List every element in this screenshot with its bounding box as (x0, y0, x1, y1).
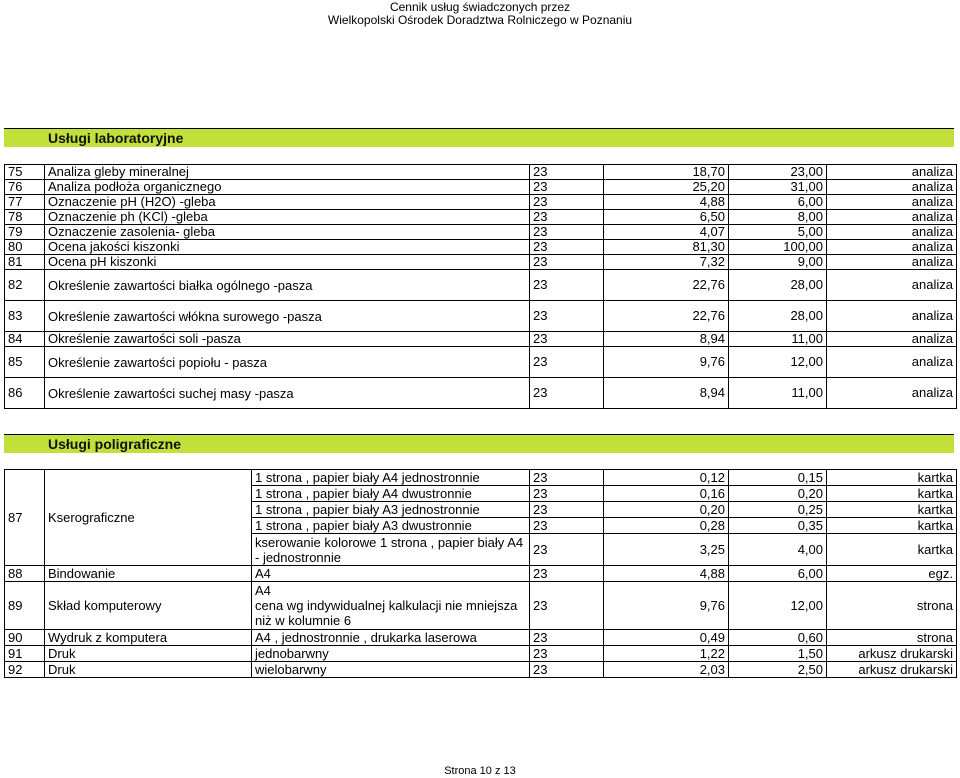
unit: analiza (827, 210, 957, 225)
row-number: 81 (5, 255, 45, 270)
gross-price: 11,00 (729, 378, 827, 409)
poly-services-table (4, 469, 957, 678)
gross-price: 11,00 (729, 332, 827, 347)
unit: arkusz drukarski (827, 662, 957, 678)
net-price: 4,88 (604, 195, 729, 210)
vat-rate: 23 (530, 662, 604, 678)
service-name: Oznaczenie zasolenia- gleba (45, 225, 530, 240)
net-price: 0,49 (604, 630, 729, 646)
page-number: Strona 10 z 13 (444, 765, 516, 777)
gross-price: 2,50 (729, 662, 827, 678)
section-poly-title: Usługi poligraficzne (48, 436, 182, 452)
table-row (5, 301, 957, 332)
unit: kartka (827, 518, 957, 534)
service-description: A4 (252, 566, 530, 582)
vat-rate: 23 (530, 301, 604, 332)
gross-price: 12,00 (729, 582, 827, 630)
vat-rate: 23 (530, 347, 604, 378)
row-number: 91 (5, 646, 45, 662)
service-name: Druk (45, 646, 252, 662)
table-row (5, 470, 957, 486)
table-row (5, 210, 957, 225)
unit: analiza (827, 240, 957, 255)
service-name: Określenie zawartości soli -pasza (45, 332, 530, 347)
gross-price: 0,20 (729, 486, 827, 502)
row-number: 79 (5, 225, 45, 240)
row-number: 86 (5, 378, 45, 409)
service-name: Ocena jakości kiszonki (45, 240, 530, 255)
table-row (5, 195, 957, 210)
gross-price: 0,25 (729, 502, 827, 518)
net-price: 9,76 (604, 582, 729, 630)
net-price: 0,12 (604, 470, 729, 486)
service-name: Określenie zawartości suchej masy -pasza (45, 378, 530, 409)
unit: analiza (827, 180, 957, 195)
row-number: 89 (5, 582, 45, 630)
service-description: 1 strona , papier biały A4 jednostronnie (252, 470, 530, 486)
unit: analiza (827, 301, 957, 332)
vat-rate: 23 (530, 332, 604, 347)
gross-price: 6,00 (729, 566, 827, 582)
service-name: Oznaczenie pH (H2O) -gleba (45, 195, 530, 210)
table-row (5, 332, 957, 347)
document-header-line2: Wielkopolski Ośrodek Doradztwa Rolniczego w Poznaniu (327, 13, 633, 27)
row-number: 83 (5, 301, 45, 332)
gross-price: 23,00 (729, 165, 827, 180)
vat-rate: 23 (530, 630, 604, 646)
row-number: 85 (5, 347, 45, 378)
service-name: Oznaczenie ph (KCl) -gleba (45, 210, 530, 225)
gross-price: 28,00 (729, 270, 827, 301)
service-name: Analiza gleby mineralnej (45, 165, 530, 180)
gross-price: 1,50 (729, 646, 827, 662)
vat-rate: 23 (530, 646, 604, 662)
table-row (5, 180, 957, 195)
net-price: 4,07 (604, 225, 729, 240)
unit: kartka (827, 470, 957, 486)
vat-rate: 23 (530, 270, 604, 301)
gross-price: 31,00 (729, 180, 827, 195)
vat-rate: 23 (530, 518, 604, 534)
lab-services-table (4, 164, 957, 409)
row-number: 75 (5, 165, 45, 180)
table-row (5, 347, 957, 378)
net-price: 8,94 (604, 332, 729, 347)
net-price: 9,76 (604, 347, 729, 378)
net-price: 2,03 (604, 662, 729, 678)
service-name: Skład komputerowy (45, 582, 252, 630)
row-number: 80 (5, 240, 45, 255)
table-row (5, 646, 957, 662)
gross-price: 0,15 (729, 470, 827, 486)
table-row (5, 378, 957, 409)
net-price: 3,25 (604, 534, 729, 566)
service-description: 1 strona , papier biały A3 jednostronnie (252, 502, 530, 518)
service-name: Określenie zawartości białka ogólnego -pasza (45, 270, 530, 301)
net-price: 7,32 (604, 255, 729, 270)
row-number: 82 (5, 270, 45, 301)
net-price: 1,22 (604, 646, 729, 662)
gross-price: 0,35 (729, 518, 827, 534)
row-number: 90 (5, 630, 45, 646)
net-price: 18,70 (604, 165, 729, 180)
net-price: 0,20 (604, 502, 729, 518)
vat-rate: 23 (530, 180, 604, 195)
unit: strona (827, 630, 957, 646)
vat-rate: 23 (530, 195, 604, 210)
unit: analiza (827, 165, 957, 180)
gross-price: 4,00 (729, 534, 827, 566)
unit: kartka (827, 502, 957, 518)
row-number: 88 (5, 566, 45, 582)
table-row (5, 662, 957, 678)
section-lab-title: Usługi laboratoryjne (48, 130, 184, 146)
net-price: 8,94 (604, 378, 729, 409)
gross-price: 100,00 (729, 240, 827, 255)
unit: analiza (827, 378, 957, 409)
service-description: wielobarwny (252, 662, 530, 678)
service-description: A4 , jednostronnie , drukarka laserowa (252, 630, 530, 646)
table-row (5, 630, 957, 646)
service-description: 1 strona , papier biały A3 dwustronnie (252, 518, 530, 534)
service-description (252, 582, 530, 630)
unit: strona (827, 582, 957, 630)
gross-price: 28,00 (729, 301, 827, 332)
net-price: 22,76 (604, 301, 729, 332)
net-price: 0,16 (604, 486, 729, 502)
service-name: Bindowanie (45, 566, 252, 582)
vat-rate: 23 (530, 486, 604, 502)
row-number: 78 (5, 210, 45, 225)
vat-rate: 23 (530, 582, 604, 630)
service-name: Wydruk z komputera (45, 630, 252, 646)
net-price: 22,76 (604, 270, 729, 301)
gross-price: 5,00 (729, 225, 827, 240)
vat-rate: 23 (530, 210, 604, 225)
vat-rate: 23 (530, 378, 604, 409)
table-row (5, 566, 957, 582)
service-name: Określenie zawartości włókna surowego -pasza (45, 301, 530, 332)
table-row (5, 255, 957, 270)
net-price: 4,88 (604, 566, 729, 582)
unit: arkusz drukarski (827, 646, 957, 662)
net-price: 25,20 (604, 180, 729, 195)
section-lab-header (4, 128, 954, 147)
unit: analiza (827, 255, 957, 270)
unit: egz. (827, 566, 957, 582)
row-number: 84 (5, 332, 45, 347)
unit: kartka (827, 534, 957, 566)
unit: analiza (827, 332, 957, 347)
unit: analiza (827, 347, 957, 378)
service-name: Kserograficzne (45, 470, 252, 566)
table-row (5, 165, 957, 180)
service-description: kserowanie kolorowe 1 strona , papier biały A4 - jednostronnie (252, 534, 530, 566)
vat-rate: 23 (530, 165, 604, 180)
description-line: niż w kolumnie 6 (255, 613, 352, 628)
description-line: cena wg indywidualnej kalkulacji nie mniejsza (255, 598, 518, 613)
gross-price: 0,60 (729, 630, 827, 646)
vat-rate: 23 (530, 240, 604, 255)
table-row (5, 270, 957, 301)
row-number: 76 (5, 180, 45, 195)
row-number: 77 (5, 195, 45, 210)
service-name: Druk (45, 662, 252, 678)
row-number: 87 (5, 470, 45, 566)
unit: analiza (827, 270, 957, 301)
service-name: Analiza podłoża organicznego (45, 180, 530, 195)
net-price: 81,30 (604, 240, 729, 255)
vat-rate: 23 (530, 225, 604, 240)
service-description: 1 strona , papier biały A4 dwustronnie (252, 486, 530, 502)
gross-price: 6,00 (729, 195, 827, 210)
gross-price: 12,00 (729, 347, 827, 378)
table-row (5, 582, 957, 630)
gross-price: 8,00 (729, 210, 827, 225)
vat-rate: 23 (530, 566, 604, 582)
net-price: 0,28 (604, 518, 729, 534)
service-name: Określenie zawartości popiołu - pasza (45, 347, 530, 378)
section-poly-header (4, 434, 954, 453)
gross-price: 9,00 (729, 255, 827, 270)
service-name: Ocena pH kiszonki (45, 255, 530, 270)
table-row (5, 240, 957, 255)
row-number: 92 (5, 662, 45, 678)
table-row (5, 225, 957, 240)
vat-rate: 23 (530, 502, 604, 518)
service-description: jednobarwny (252, 646, 530, 662)
document-header-line1: Cennik usług świadczonych przez (389, 0, 571, 14)
unit: analiza (827, 225, 957, 240)
description-line: A4 (255, 583, 271, 598)
unit: analiza (827, 195, 957, 210)
vat-rate: 23 (530, 534, 604, 566)
vat-rate: 23 (530, 255, 604, 270)
net-price: 6,50 (604, 210, 729, 225)
vat-rate: 23 (530, 470, 604, 486)
unit: kartka (827, 486, 957, 502)
